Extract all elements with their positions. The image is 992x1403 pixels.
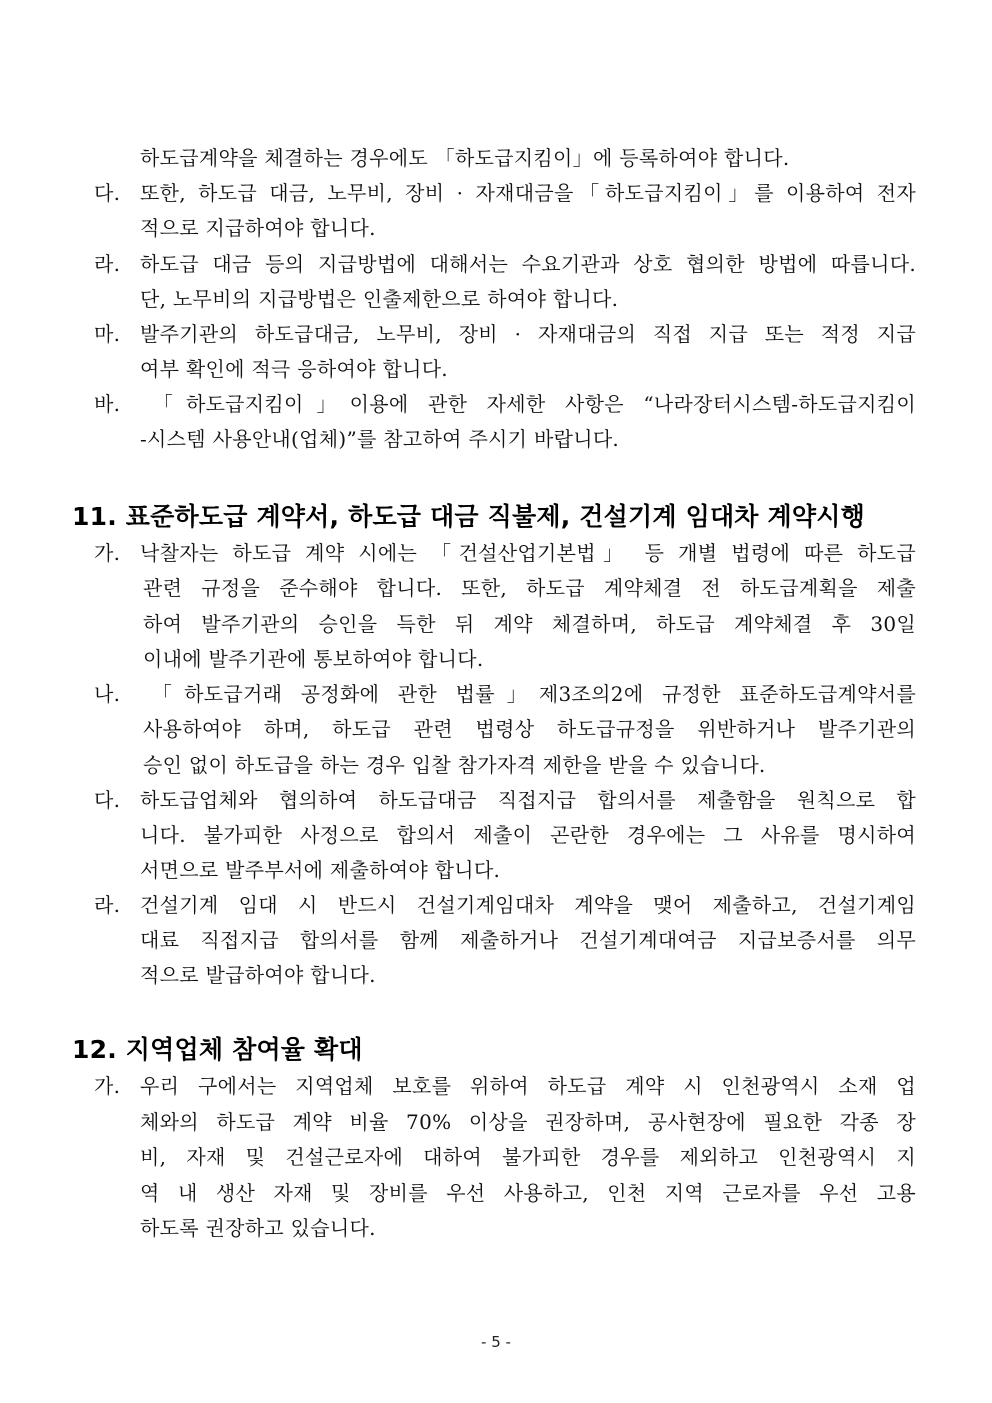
list-item-mark-line: [94, 679, 916, 709]
list-item-text: 하여 발주기관의 승인을 득한 뒤 계약 체결하며, 하도급 계약체결 후 30일: [143, 612, 916, 636]
list-item-text: 이내에 발주기관에 통보하여야 합니다.: [143, 647, 484, 671]
list-item-text: 승인 없이 하도급을 하는 경우 입찰 참가자격 제한을 받을 수 있습니다.: [143, 753, 766, 777]
list-item-text: 우리 구에서는 지역업체 보호를 위하여 하도급 계약 시 인천광역시 소재 업: [140, 1074, 916, 1098]
list-item-text: 사용하여야 하며, 하도급 관련 법령상 하도급규정을 위반하거나 발주기관의: [143, 717, 916, 741]
list-item-text: 또한, 하도급 대금, 노무비, 장비 · 자재대금을「하도급지킴이」를 이용하여 전자: [140, 181, 916, 205]
list-item-mark-line: [94, 389, 916, 419]
continuation-line: 하도급계약을 체결하는 경우에도 「하도급지킴이」에 등록하여야 합니다.: [140, 146, 790, 170]
list-item-text: 니다. 불가피한 사정으로 합의서 제출이 곤란한 경우에는 그 사유를 명시하여: [140, 823, 916, 847]
list-item-mark-line: [94, 890, 916, 920]
list-item-text: 적으로 발급하여야 합니다.: [140, 963, 376, 987]
list-item-text: 낙찰자는 하도급 계약 시에는 「건설산업기본법」 등 개별 법령에 따른 하도급: [140, 541, 916, 565]
list-item-text: 하도급업체와 협의하여 하도급대금 직접지급 합의서를 제출함을 원칙으로 합: [140, 788, 916, 812]
list-item-text: 비, 자재 및 건설근로자에 대하여 불가피한 경우를 제외하고 인천광역시 지: [140, 1145, 916, 1169]
list-item-mark-line: [94, 178, 916, 208]
list-marker: 가.: [94, 541, 121, 565]
list-item-text: -시스템 사용안내(업체)”를 참고하여 주시기 바랍니다.: [140, 427, 620, 451]
list-item-text: 「하도급지킴이」이용에 관한 자세한 사항은 “나라장터시스템-하도급지킴이: [140, 392, 916, 416]
list-marker: 라.: [94, 252, 121, 276]
list-item-text: 서면으로 발주부서에 제출하여야 합니다.: [140, 858, 501, 882]
list-marker: 다.: [94, 181, 121, 205]
page-number: - 5 -: [481, 1333, 511, 1351]
list-item-text: 하도급 대금 등의 지급방법에 대해서는 수요기관과 상호 협의한 방법에 따릅니다.: [140, 252, 916, 276]
list-item-text: 단, 노무비의 지급방법은 인출제한으로 하여야 합니다.: [140, 287, 619, 311]
list-marker: 라.: [94, 893, 121, 917]
list-marker: 다.: [94, 788, 121, 812]
list-item-text: 건설기계 임대 시 반드시 건설기계임대차 계약을 맺어 제출하고, 건설기계임: [140, 893, 916, 917]
list-marker: 나.: [94, 682, 121, 706]
list-marker: 바.: [94, 392, 121, 416]
list-item-mark-line: [94, 319, 916, 349]
list-marker: 마.: [94, 322, 121, 346]
list-item-text: 하도록 권장하고 있습니다.: [140, 1216, 376, 1240]
list-item-mark-line: [94, 538, 916, 568]
list-item-text: 발주기관의 하도급대금, 노무비, 장비 · 자재대금의 직접 지급 또는 적정 지급: [140, 322, 916, 346]
list-item-text: 역 내 생산 자재 및 장비를 우선 사용하고, 인천 지역 근로자를 우선 고용: [140, 1181, 916, 1205]
list-item-mark-line: [94, 1071, 916, 1101]
list-item-text: 여부 확인에 적극 응하여야 합니다.: [140, 357, 448, 381]
section-12-heading: 12. 지역업체 참여율 확대: [72, 1035, 363, 1064]
list-item-text: 「하도급거래 공정화에 관한 법률」제3조의2에 규정한 표준하도급계약서를: [140, 682, 916, 706]
list-item-mark-line: [94, 249, 916, 279]
list-item-text: 대료 직접지급 합의서를 함께 제출하거나 건설기계대여금 지급보증서를 의무: [140, 928, 916, 952]
list-item-mark-line: [94, 785, 916, 815]
list-marker: 가.: [94, 1074, 121, 1098]
section-11-heading: 11. 표준하도급 계약서, 하도급 대금 직불제, 건설기계 임대차 계약시행: [72, 502, 865, 531]
list-item-text: 관련 규정을 준수해야 합니다. 또한, 하도급 계약체결 전 하도급계획을 제출: [143, 576, 916, 600]
list-item-text: 체와의 하도급 계약 비율 70% 이상을 권장하며, 공사현장에 필요한 각종 장: [140, 1110, 916, 1134]
list-item-text: 적으로 지급하여야 합니다.: [140, 216, 376, 240]
